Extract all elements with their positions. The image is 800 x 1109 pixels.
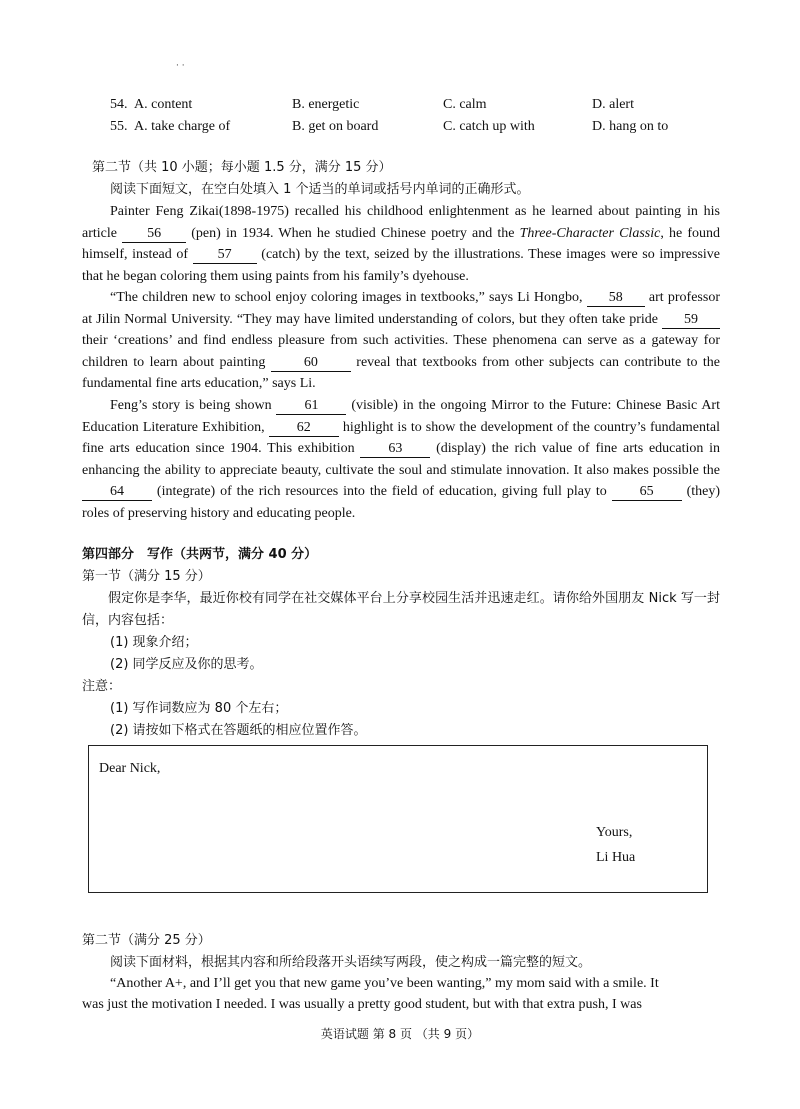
passage-text: (integrate) of the rich resources into the field of education, giving full play to xyxy=(152,484,612,499)
page-footer: 英语试题 第 8 页 （共 9 页） xyxy=(320,1027,480,1041)
passage-text: , he found himself, instead of xyxy=(82,225,720,262)
letter-closing: Yours, xyxy=(596,825,633,840)
writing-prompt: 假定你是李华，最近你校有同学在社交媒体平台上分享校园生活并迅速走红。请你给外国朋友 Nick 写一封信，内容包括： xyxy=(82,591,720,628)
blank-56[interactable]: 56 xyxy=(122,226,186,243)
option-c: C. catch up with xyxy=(443,119,535,134)
option-c: C. calm xyxy=(443,97,487,112)
passage-text: (pen) in 1934. When he studied Chinese poetry and the xyxy=(186,225,520,241)
note-item-2: (2) 请按如下格式在答题纸的相应位置作答。 xyxy=(110,723,367,738)
blank-62[interactable]: 62 xyxy=(269,420,339,437)
letter-greeting: Dear Nick, xyxy=(99,761,161,776)
page-top-mark: · · xyxy=(176,61,185,71)
option-b: B. energetic xyxy=(292,97,360,112)
part4-sub2-heading: 第二节（满分 25 分） xyxy=(82,933,211,948)
passage-paragraph-2 xyxy=(82,287,720,395)
part4-sub1-heading: 第一节（满分 15 分） xyxy=(82,569,211,584)
passage-text: highlight is to show the development of the country’s fundamental fine arts education since 1904. This exhibition xyxy=(82,419,720,456)
blank-65[interactable]: 65 xyxy=(612,484,682,501)
story-line-2: was just the motivation I needed. I was usually a pretty good student, but with that extra push, I was xyxy=(82,997,642,1012)
story-line-1: “Another A+, and I’ll get you that new game you’ve been wanting,” my mom said with a smile. It xyxy=(110,976,659,991)
part4-heading: 第四部分 写作（共两节，满分 40 分） xyxy=(82,547,318,562)
passage-paragraph-1 xyxy=(82,201,720,287)
option-b: B. get on board xyxy=(292,119,379,134)
passage-paragraph-3 xyxy=(82,395,720,524)
option-d: D. alert xyxy=(592,97,634,112)
passage-text: (display) the rich value of fine arts education in enhancing the ability to appreciate beauty, cultivate the soul and stimulate innovation. It also makes possible the xyxy=(82,441,721,478)
passage-text: (visible) in the ongoing Mirror to the Future: Chinese Basic Art Education Literature Exhibition, xyxy=(82,398,720,435)
book-title: Three-Character Classic xyxy=(519,225,661,241)
blank-60[interactable]: 60 xyxy=(271,355,351,372)
section2-heading: 第二节（共 10 小题；每小题 1.5 分，满分 15 分） xyxy=(92,160,392,175)
note-label: 注意： xyxy=(82,679,122,694)
option-a: 54. xyxy=(110,97,128,112)
question-55 xyxy=(110,116,750,138)
letter-signature: Li Hua xyxy=(596,850,636,865)
part4-sub2-instruction: 阅读下面材料，根据其内容和所给段落开头语续写两段，使之构成一篇完整的短文。 xyxy=(110,955,592,970)
blank-59[interactable]: 59 xyxy=(662,312,720,329)
passage-text: “The children new to school enjoy coloring images in textbooks,” says Li Hongbo, xyxy=(110,290,587,305)
letter-format-box xyxy=(88,745,708,893)
passage-text: Feng’s story is being shown xyxy=(110,398,277,413)
prompt-item-2: (2) 同学反应及你的思考。 xyxy=(110,657,263,672)
blank-61[interactable]: 61 xyxy=(276,398,346,415)
passage-text: (catch) by the text, seized by the illustrations. These images were so impressive that he began coloring them using paints from his family’s dyehouse. xyxy=(82,247,720,284)
option-a: 55. xyxy=(110,119,128,134)
question-54 xyxy=(110,94,750,116)
section2-instruction: 阅读下面短文，在空白处填入 1 个适当的单词或括号内单词的正确形式。 xyxy=(110,182,530,197)
passage-text: art professor at Jilin Normal University. “They may have limited understanding of colors, but they often take pride xyxy=(82,290,720,327)
passage-text: Painter Feng Zikai(1898-1975) recalled his childhood enlightenment as he learned about painting in his article xyxy=(82,204,720,241)
passage-text: reveal that textbooks from other subjects can contribute to the fundamental fine arts education,” says Li. xyxy=(82,354,721,391)
passage-text: (they) roles of preserving history and educating people. xyxy=(82,484,720,521)
prompt-item-1: (1) 现象介绍； xyxy=(110,635,198,650)
option-a: A. content xyxy=(134,97,193,112)
blank-64[interactable]: 64 xyxy=(82,484,152,501)
blank-58[interactable]: 58 xyxy=(587,290,645,307)
blank-63[interactable]: 63 xyxy=(360,441,430,458)
blank-57[interactable]: 57 xyxy=(193,247,257,264)
passage-text: their ‘creations’ and find endless pleasure from such activities. These phenomena can serve as a gateway for children to learn about painting xyxy=(82,333,720,370)
option-d: D. hang on to xyxy=(592,119,669,134)
note-item-1: (1) 写作词数应为 80 个左右； xyxy=(110,701,288,716)
option-a: A. take charge of xyxy=(134,119,231,134)
